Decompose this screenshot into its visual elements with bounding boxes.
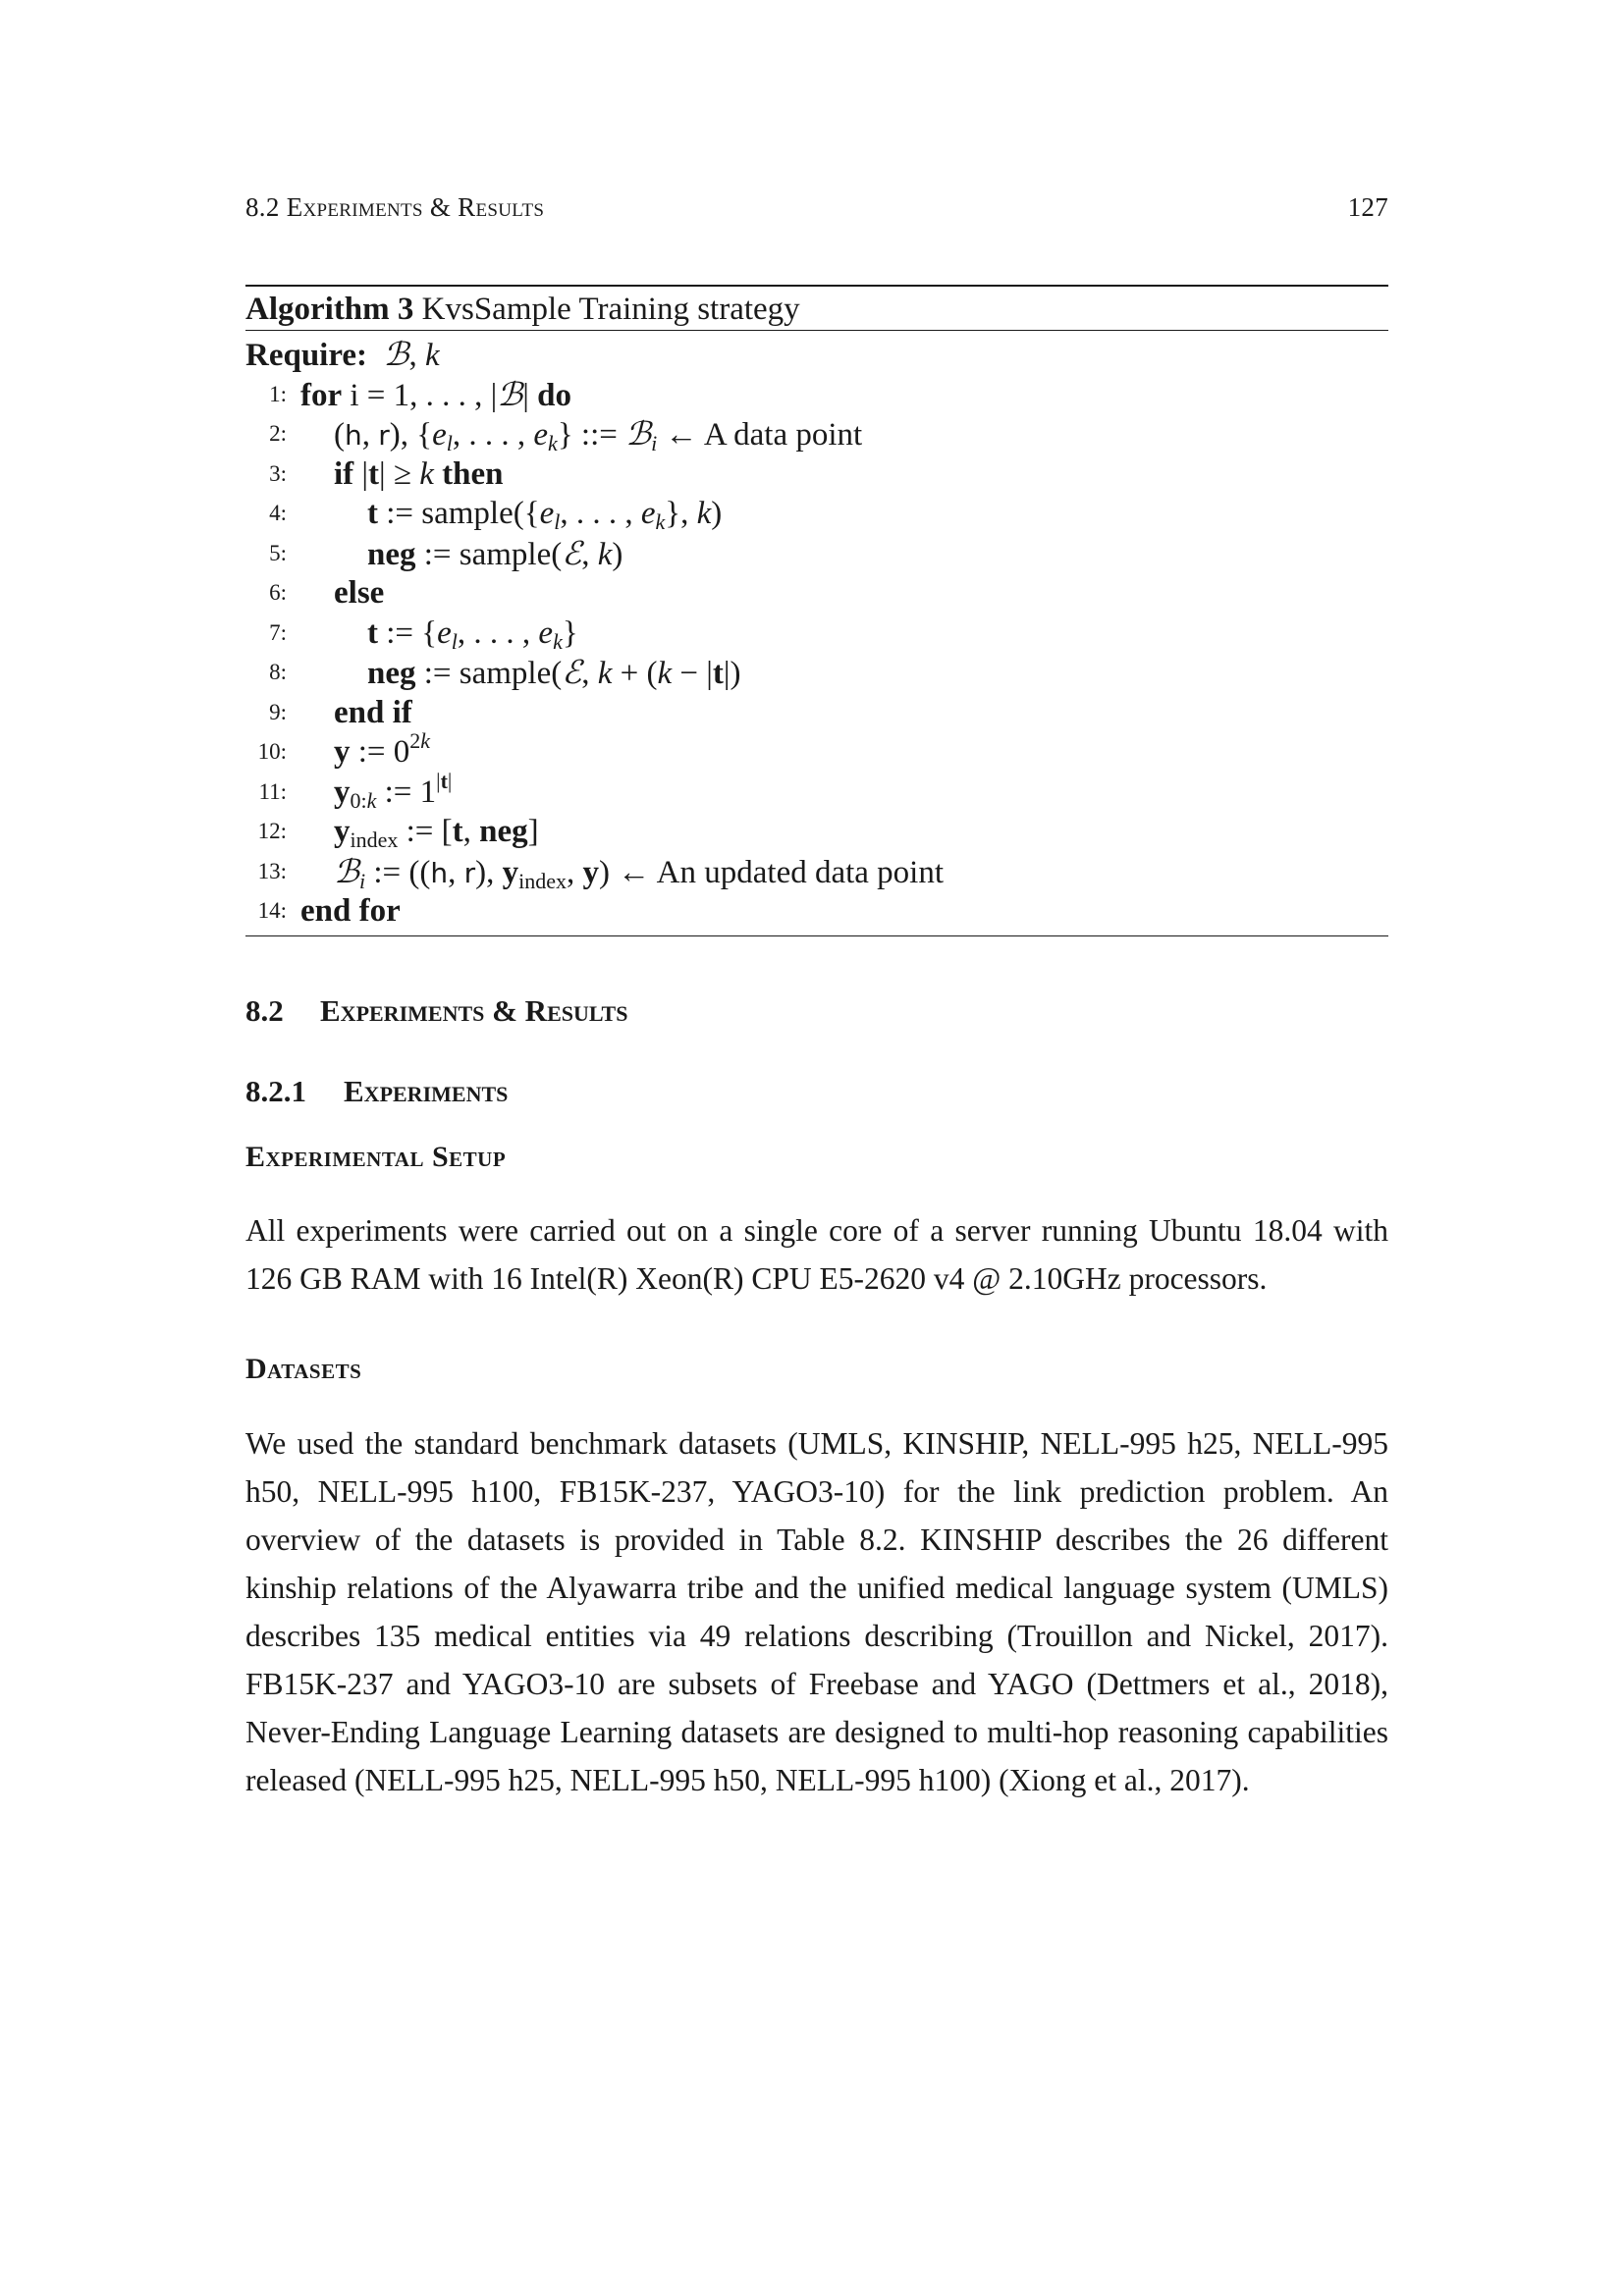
section-number: 8.2 <box>245 993 284 1028</box>
line-number: 12: <box>257 819 287 843</box>
line-number: 1: <box>269 381 287 406</box>
algorithm-line: 1: for i = 1, . . . , |ℬ| do <box>245 375 1388 415</box>
subsection-heading <box>245 1074 508 1109</box>
paragraph-heading: Datasets <box>245 1353 362 1385</box>
algorithm-line: 11: $y_{0:k}$ := $1^{|t|}$ <box>245 773 1388 813</box>
line-number: 6: <box>269 580 287 605</box>
algorithm-line: 12: $y_{index}$ := [t, neg] <box>245 812 1388 852</box>
section-heading <box>245 993 627 1029</box>
line-number: 7: <box>269 619 287 645</box>
algorithm-line: 2: (h, r), {$e_l$, . . . , $e_k$} ::= ℬ$_i$ ← A data point <box>245 414 1388 454</box>
line-number: 5: <box>269 540 287 565</box>
algorithm-label: Algorithm 3 <box>245 292 414 327</box>
comment-updated: An updated data point <box>656 854 945 890</box>
line-number: 10: <box>257 739 287 764</box>
section-title: Experiments & Results <box>320 993 628 1028</box>
algorithm-line: 8: neg := sample(ℰ, k + (k − |t|) <box>245 653 1388 693</box>
algorithm-require-line: Require: ℬ, k <box>245 335 440 373</box>
line-number: 3: <box>269 460 287 486</box>
paragraph-heading: Experimental Setup <box>245 1141 507 1173</box>
paragraph-text: We used the standard benchmark datasets (UMLS, KINSHIP, NELL-995 h25, NELL-995 h50, NELL-995 h100, FB15K-237, YAGO3-10) for the link prediction problem. An overview of the datasets is provided in Table 8.2. KINSHIP describes the 26 different kinship relations of the Alyawarra tribe and the unified medical language system (UMLS) describes 135 medical entities via 49 relations describing (Trouillon and Nickel, 2017). FB15K-237 and YAGO3-10 are subsets of Freebase and YAGO (Dettmers et al., 2018), Never-Ending Language Learning datasets are designed to multi-hop reasoning capabilities released (NELL-995 h25, NELL-995 h50, NELL-995 h100) (Xiong et al., 2017). <box>245 1426 1388 1797</box>
algorithm-body <box>245 331 1388 935</box>
algorithm-line: 7: t := {$e_l$, . . . , $e_k$} <box>245 614 1388 654</box>
header-section: 8.2 Experiments & Results <box>245 192 545 222</box>
require-keyword: Require: <box>245 338 368 373</box>
algorithm-line: 14: end for <box>245 891 1388 932</box>
algorithm-bottom-rule <box>245 935 1388 936</box>
algorithm-line: 6: else <box>245 573 1388 614</box>
algorithm-line: 13: ℬ$_i$ := ((h, r), $y_{index}$, y) ← An updated data point <box>245 852 1388 892</box>
paragraph-text: All experiments were carried out on a single core of a server running Ubuntu 18.04 with 126 GB RAM with 16 Intel(R) Xeon(R) CPU E5-2620 v4 @ 2.10GHz processors. <box>245 1213 1388 1296</box>
page-number: 127 <box>1347 192 1388 222</box>
subsection-number: 8.2.1 <box>245 1074 306 1108</box>
algorithm-title: KvsSample Training strategy <box>421 292 800 327</box>
line-number: 4: <box>269 501 287 525</box>
line-number: 14: <box>257 898 287 923</box>
algorithm-caption <box>245 287 1388 330</box>
algorithm-line: 3: if |t| ≥ k then <box>245 454 1388 495</box>
line-number: 8: <box>269 660 287 684</box>
subsection-title: Experiments <box>344 1074 509 1108</box>
line-number: 2: <box>269 421 287 446</box>
algorithm-line: 10: y := $0^{2k}$ <box>245 732 1388 773</box>
algorithm-line: 5: neg := sample(ℰ, k) <box>245 534 1388 574</box>
running-header <box>245 192 1388 232</box>
line-number: 11: <box>258 778 287 804</box>
line-number: 9: <box>269 699 287 724</box>
comment-data-point: A data point <box>703 417 863 453</box>
algorithm-box <box>245 285 1388 936</box>
line-number: 13: <box>257 858 287 883</box>
algorithm-line: 9: end if <box>245 693 1388 733</box>
algorithm-line: 4: t := $sample(\{e_l$, . . . , $e_k$}, k) <box>245 494 1388 534</box>
